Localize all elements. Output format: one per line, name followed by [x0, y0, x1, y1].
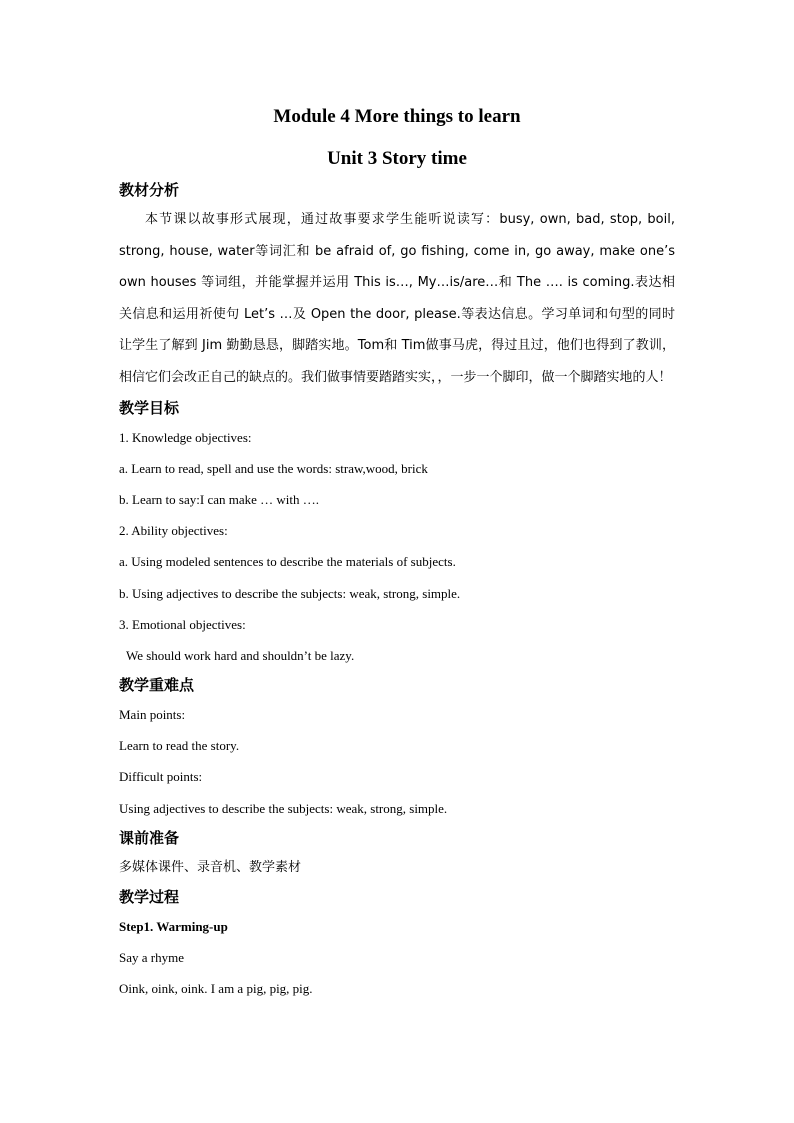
process-line: Say a rhyme	[119, 950, 184, 966]
objective-line: 3. Emotional objectives:	[119, 616, 246, 632]
preparation-text: 多媒体课件、录音机、教学素材	[119, 859, 302, 875]
key-point-line: Difficult points:	[119, 769, 203, 785]
objective-line: a. Using modeled sentences to describe the materials of subjects.	[119, 554, 456, 570]
section-heading-key-points: 教学重难点	[119, 676, 195, 695]
analysis-paragraph	[119, 204, 675, 394]
objective-line: 1. Knowledge objectives:	[119, 429, 252, 445]
objective-line: We should work hard and shouldn’t be lazy.	[126, 647, 355, 663]
key-point-line: Using adjectives to describe the subjects: weak, strong, simple.	[119, 800, 448, 816]
step-heading: Step1. Warming-up	[119, 919, 228, 934]
document-content	[119, 104, 675, 1005]
key-point-line: Main points:	[119, 707, 186, 723]
process-line: Oink, oink, oink. I am a pig, pig, pig.	[119, 981, 313, 997]
section-heading-process: 教学过程	[119, 888, 180, 906]
key-point-line: Learn to read the story.	[119, 738, 240, 754]
page-title: Module 4 More things to learn	[273, 106, 521, 127]
analysis-text: 本节课以故事形式展现，通过故事要求学生能听说读写：busy, own, bad, stop, boil, strong, house, water等词汇和 be afraid of, go fishing, come in, go away, make one’s own houses 等词组，并能掌握并运用 This is…, My…is/are…和 The …. is coming.表达相关信息和运用祈使句 Let’s …及 Open the door, please.等表达信息。学习单词和句型的同时让学生了解到 Jim 勤勤恳恳，脚踏实地。Tom和 Tim做事马虎，得过且过，他们也得到了教训，相信它们会改正自己的缺点的。我们做事情要踏踏实实，，一步一个脚印，做一个脚踏实地的人！	[119, 212, 675, 385]
objective-line: b. Using adjectives to describe the subjects: weak, strong, simple.	[119, 585, 461, 601]
objective-line: a. Learn to read, spell and use the words: straw,wood, brick	[119, 460, 428, 476]
section-heading-objectives: 教学目标	[119, 398, 180, 417]
section-heading-preparation: 课前准备	[119, 828, 180, 847]
objective-line: 2. Ability objectives:	[119, 523, 228, 539]
section-heading-analysis: 教材分析	[119, 181, 180, 199]
objective-line: b. Learn to say:I can make … with ….	[119, 491, 319, 507]
page-subtitle: Unit 3 Story time	[327, 148, 467, 169]
